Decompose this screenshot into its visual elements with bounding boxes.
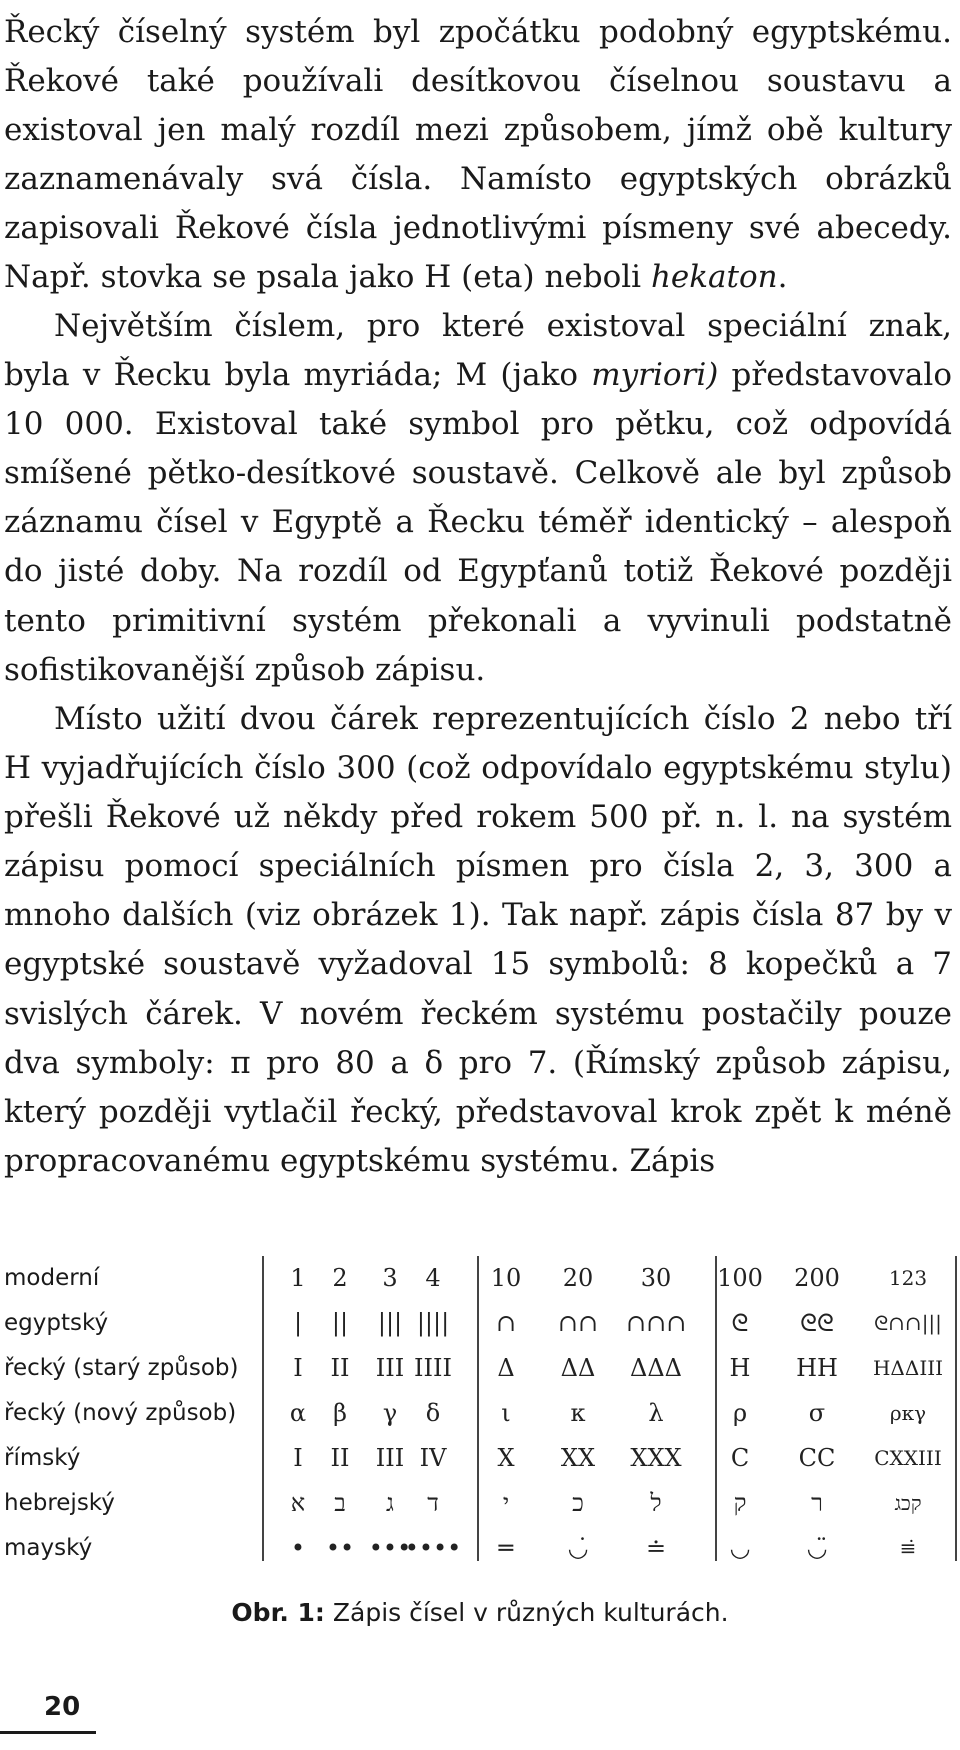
numeral-cell: HH — [796, 1354, 838, 1382]
numeral-cell: 3 — [382, 1264, 398, 1292]
numeral-cell: XXX — [630, 1444, 682, 1472]
numeral-cell: ◡ — [729, 1534, 751, 1562]
numeral-cell: γ — [382, 1399, 398, 1427]
numeral-cell: ΔΔ — [560, 1354, 596, 1382]
numeral-cell: ι — [501, 1399, 511, 1427]
numeral-cell: α — [289, 1399, 307, 1427]
numeral-cell: ||| — [377, 1309, 403, 1337]
numeral-cell: ≡̇ — [899, 1536, 917, 1560]
row-label: řecký (nový způsob) — [4, 1400, 237, 1426]
paragraph-3 — [4, 695, 952, 1186]
paragraph-1-text: Řecký číselný systém byl zpočátku podobný egyptskému. Řekové také používali desítkovou číselnou soustavu a existoval jen malý rozdíl mezi způsobem, jímž obě kultury zaznamenávaly svá čísla. Namísto egyptských obrázků zapisovali Řekové čísla jednotlivými písmeny své abecedy. Např. stovka se psala jako H (eta) neboli — [4, 14, 952, 296]
numeral-cell: IV — [419, 1444, 447, 1472]
numeral-cell: ᘓ∩∩||| — [874, 1311, 942, 1335]
numeral-cell: ק — [733, 1489, 747, 1517]
numeral-cell: 10 — [490, 1264, 522, 1292]
numeral-cell: • — [290, 1534, 306, 1562]
caption-label: Obr. 1: — [231, 1598, 325, 1627]
numeral-cell: ∩∩∩ — [626, 1309, 687, 1337]
page-number: 20 — [44, 1692, 81, 1722]
numeral-cell: III — [375, 1354, 405, 1382]
column-divider — [955, 1256, 957, 1561]
row-label: římský — [4, 1445, 81, 1471]
numeral-cell: ᘓᘓ — [800, 1309, 834, 1337]
numeral-cell: 2 — [332, 1264, 348, 1292]
paragraph-3-text: Místo užití dvou čárek reprezentujících číslo 2 nebo tří H vyjadřujících číslo 300 (což odpovídalo egyptskému stylu) přešli Řekové už někdy před rokem 500 př. n. l. na systém zápisu pomocí speciálních písmen pro čísla 2, 3, 300 a mnoho dalších (viz obrázek 1). Tak např. zápis čísla 87 by v egyptské soustavě vyžadoval 15 symbolů: 8 kopečků a 7 svislých čárek. V novém řeckém systému postačily pouze dva symboly: π pro 80 a δ pro 7. (Římský způsob zápisu, který později vytlačil řecký, představoval krok zpět k méně propracovanému egyptskému systému. Zápis — [4, 701, 952, 1179]
numeral-cell: ◡̈ — [806, 1534, 828, 1562]
numeral-cell: 30 — [640, 1264, 672, 1292]
paragraph-1-italic: hekaton — [650, 259, 778, 296]
numeral-cell: ∩ — [495, 1309, 517, 1337]
numeral-cell: ◡̇ — [567, 1534, 589, 1562]
numeral-cell: ρκγ — [889, 1401, 927, 1425]
numeral-cell: ב — [334, 1489, 346, 1517]
paragraph-2-end: představovalo 10 000. Existoval také symbol pro pětku, což odpovídá smíšené pětko-desítkové soustavě. Celkově ale byl způsob záznamu čísel v Egyptě a Řecku téměř identický – alespoň do jisté doby. Na rozdíl od Egypťanů totiž Řekové později tento primitivní systém překonali a vyvinuli podstatně sofistikovanější způsob zápisu. — [4, 357, 952, 688]
numeral-cell: 20 — [562, 1264, 594, 1292]
column-divider — [262, 1256, 264, 1561]
numeral-cell: •• — [325, 1534, 355, 1562]
row-label: egyptský — [4, 1310, 109, 1336]
numeral-cell: II — [330, 1444, 350, 1472]
paragraph-1-end: . — [777, 259, 788, 296]
numeral-cell: 1 — [290, 1264, 306, 1292]
numeral-cell: ∩∩ — [557, 1309, 599, 1337]
numeral-cell: λ — [648, 1399, 664, 1427]
numeral-cell: I — [293, 1444, 303, 1472]
figure-caption — [0, 1598, 960, 1627]
numeral-cell: ל — [650, 1489, 662, 1517]
numeral-cell: Δ — [497, 1354, 515, 1382]
numeral-cell: ═ — [498, 1534, 514, 1562]
numeral-cell: HΔΔIII — [872, 1356, 944, 1380]
numeral-cell: β — [333, 1399, 347, 1427]
numeral-cell: XX — [560, 1444, 596, 1472]
numeral-cell: קכג — [894, 1491, 922, 1515]
numeral-cell: κ — [570, 1399, 586, 1427]
numeral-cell: IIII — [414, 1354, 452, 1382]
numeral-cell: δ — [425, 1399, 441, 1427]
numeral-systems-figure — [0, 1240, 960, 1580]
row-label: řecký (starý způsob) — [4, 1355, 239, 1381]
numeral-cell: ר — [811, 1489, 823, 1517]
numeral-cell: ≐ — [645, 1534, 667, 1562]
page-number-rule — [0, 1731, 96, 1734]
paragraph-2-italic: myriori) — [591, 357, 719, 394]
numeral-cell: C — [730, 1444, 750, 1472]
numeral-cell: •••• — [404, 1534, 462, 1562]
numeral-cell: CC — [798, 1444, 836, 1472]
numeral-cell: ד — [427, 1489, 439, 1517]
numeral-cell: || — [331, 1309, 349, 1337]
caption-text: Zápis čísel v různých kulturách. — [324, 1598, 729, 1627]
numeral-cell: X — [497, 1444, 515, 1472]
numeral-cell: H — [729, 1354, 751, 1382]
numeral-cell: ג — [386, 1489, 394, 1517]
numeral-cell: ᘓ — [731, 1309, 749, 1337]
numeral-cell: א — [290, 1489, 306, 1517]
paragraph-2 — [4, 302, 952, 695]
numeral-cell: י — [502, 1489, 510, 1517]
numeral-cell: III — [375, 1444, 405, 1472]
numeral-cell: I — [293, 1354, 303, 1382]
numeral-cell: ••• — [368, 1534, 412, 1562]
numeral-cell: 4 — [425, 1264, 441, 1292]
numeral-cell: II — [330, 1354, 350, 1382]
paragraph-2-text: Největším číslem, pro které existoval speciální znak, byla v Řecku byla myriáda; M (jako — [4, 308, 952, 394]
numeral-cell: 100 — [717, 1264, 763, 1292]
numeral-cell: ρ — [732, 1399, 748, 1427]
numeral-cell: CXXIII — [874, 1446, 942, 1470]
numeral-cell: 123 — [888, 1266, 928, 1290]
numeral-cell: | — [293, 1309, 303, 1337]
numeral-cell: σ — [808, 1399, 826, 1427]
numeral-cell: ΔΔΔ — [630, 1354, 682, 1382]
row-label: moderní — [4, 1265, 100, 1291]
row-label: mayský — [4, 1535, 93, 1561]
numeral-cell: כ — [572, 1489, 584, 1517]
numeral-cell: 200 — [794, 1264, 840, 1292]
numeral-cell: |||| — [416, 1309, 450, 1337]
row-label: hebrejský — [4, 1490, 115, 1516]
paragraph-1 — [4, 8, 952, 303]
